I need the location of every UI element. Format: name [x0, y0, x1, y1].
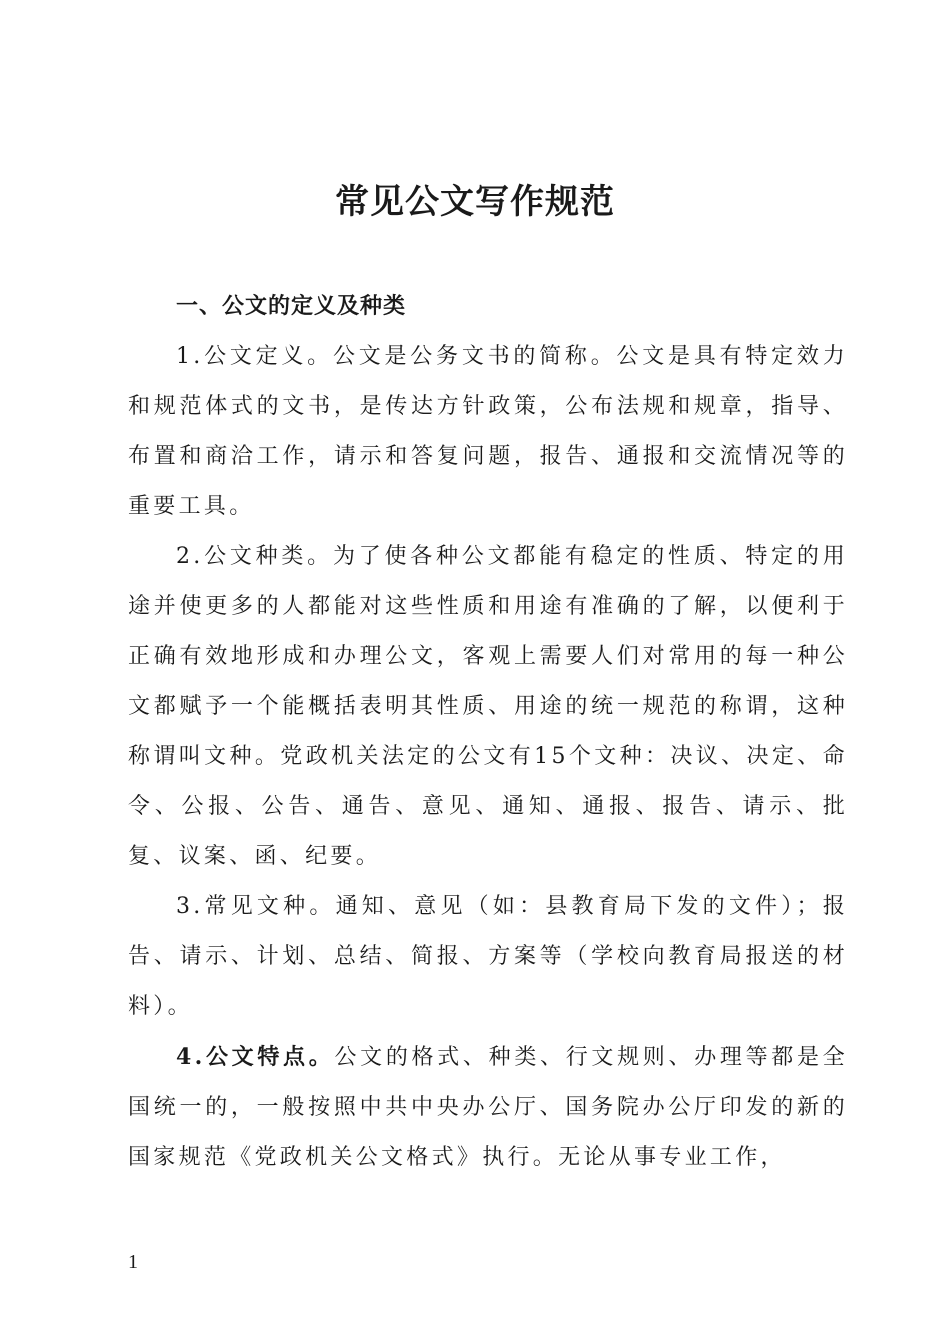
document-body [128, 282, 848, 1183]
paragraph-lead: 3.常见文种。 [176, 894, 336, 919]
paragraph-definition [128, 332, 848, 532]
paragraph-common-types [128, 882, 848, 1032]
paragraph-text: 公文的格式、种类、行文规则、办理等都是全国统一的，一般按照中共中央办公厅、国务院办公厅印发的新的国家规范《党政机关公文格式》执行。无论从事专业工作， [128, 1045, 848, 1170]
paragraph-features [128, 1032, 848, 1183]
paragraph-lead: 4.公文特点。 [176, 1044, 335, 1070]
paragraph-text: 为了使各种公文都能有稳定的性质、特定的用途并使更多的人都能对这些性质和用途有准确的了解，以便利于正确有效地形成和办理公文，客观上需要人们对常用的每一种公文都赋予一个能概括表明其性质、用途的统一规范的称谓，这种称谓叫文种。党政机关法定的公文有15个文种：决议、决定、命令、公报、公告、通告、意见、通知、通报、报告、请示、批复、议案、函、纪要。 [128, 544, 848, 869]
page-number: 1 [128, 1251, 138, 1273]
section-heading: 一、公文的定义及种类 [176, 294, 407, 319]
paragraph-lead: 2.公文种类。 [176, 544, 333, 569]
paragraph-lead: 1.公文定义。 [176, 344, 333, 369]
paragraph-text: 公文是公务文书的简称。公文是具有特定效力和规范体式的文书，是传达方针政策，公布法规和规章，指导、布置和商洽工作，请示和答复问题，报告、通报和交流情况等的重要工具。 [128, 344, 848, 519]
paragraph-text: 通知、意见（如：县教育局下发的文件）；报告、请示、计划、总结、简报、方案等（学校向教育局报送的材料）。 [128, 894, 848, 1019]
document-title: 常见公文写作规范 [335, 182, 615, 222]
paragraph-types [128, 532, 848, 882]
